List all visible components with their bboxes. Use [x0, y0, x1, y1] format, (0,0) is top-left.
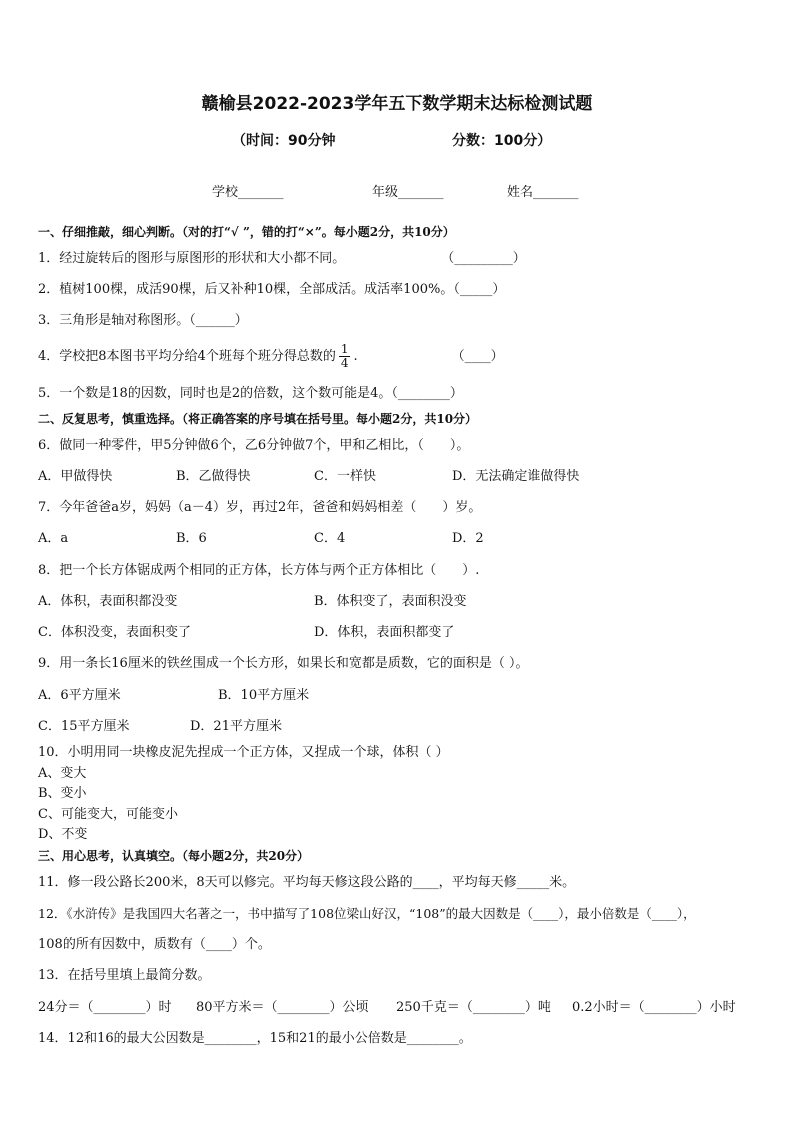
question-8: 8．把一个长方体锯成两个相同的正方体，长方体与两个正方体相比（ ）.: [38, 563, 480, 578]
q8-option-a[interactable]: A．体积，表面积都没变: [38, 594, 178, 609]
question-4-answer-blank[interactable]: （____）: [451, 349, 504, 364]
question-7: 7．今年爸爸a岁，妈妈（a－4）岁，再过2年，爸爸和妈妈相差（ ）岁。: [38, 500, 482, 515]
q9-option-c[interactable]: C．15平方厘米: [38, 719, 130, 734]
q13-item-1[interactable]: 24分＝（________）时: [38, 1000, 172, 1015]
q8-option-c[interactable]: C．体积没变，表面积变了: [38, 625, 191, 640]
q9-option-d[interactable]: D．21平方厘米: [190, 719, 282, 734]
question-12-line1: 12．《水浒传》是我国四大名著之一，书中描写了108位梁山好汉，“108”的最大因数是（____），最小倍数是（____），: [38, 906, 696, 921]
q6-option-c[interactable]: C．一样快: [314, 469, 376, 484]
q13-item-2[interactable]: 80平方米＝（________）公顷: [196, 1000, 369, 1015]
section2-heading: 二、反复思考，慎重选择。（将正确答案的序号填在括号里。每小题2分，共10分）: [38, 412, 478, 426]
q13-item-4[interactable]: 0.2小时＝（________）小时: [572, 1000, 736, 1015]
question-4-period: .: [353, 349, 358, 364]
question-1-text: 1．经过旋转后的图形与原图形的形状和大小都不同。: [38, 251, 346, 266]
question-14: 14．12和16的最大公因数是________，15和21的最小公倍数是________。: [38, 1031, 472, 1046]
q7-option-b[interactable]: B．6: [176, 531, 207, 546]
q9-option-a[interactable]: A．6平方厘米: [38, 688, 121, 703]
question-1-answer-blank[interactable]: （_________）: [441, 251, 526, 266]
question-3: 3．三角形是轴对称图形。（______）: [38, 313, 248, 328]
q10-option-d[interactable]: D、不变: [38, 827, 88, 842]
q8-option-b[interactable]: B．体积变了，表面积没变: [314, 594, 467, 609]
q6-option-b[interactable]: B．乙做得快: [176, 469, 251, 484]
exam-score: 分数：100分）: [452, 133, 552, 149]
question-1: [38, 251, 526, 267]
name-field[interactable]: 姓名_______: [507, 185, 579, 200]
q9-option-b[interactable]: B．10平方厘米: [218, 688, 310, 703]
page-title: 赣榆县2022-2023学年五下数学期末达标检测试题: [201, 94, 593, 114]
question-6: 6．做同一种零件，甲5分钟做6个，乙6分钟做7个，甲和乙相比，（ ）。: [38, 438, 470, 453]
fraction-one-quarter: [339, 343, 351, 370]
q10-option-b[interactable]: B、变小: [38, 786, 87, 801]
q10-option-a[interactable]: A、变大: [38, 766, 87, 781]
question-12-line2: 108的所有因数中，质数有（____）个。: [38, 937, 271, 952]
school-field[interactable]: 学校_______: [212, 185, 284, 200]
fraction-denominator: 4: [340, 356, 349, 370]
question-2: 2．植树100棵，成活90棵，后又补种10棵，全部成活。成活率100%。（_____）: [38, 282, 506, 297]
section1-heading: 一、仔细推敲，细心判断。（对的打“√ ”，错的打“×”。每小题2分，共10分）: [38, 225, 455, 239]
question-4-text: 4．学校把8本图书平均分给4个班每个班分得总数的: [38, 349, 336, 364]
q8-option-d[interactable]: D．体积，表面积都变了: [314, 625, 455, 640]
q7-option-a[interactable]: A．a: [38, 531, 69, 546]
section3-heading: 三、用心思考，认真填空。（每小题2分，共20分）: [38, 849, 310, 863]
fraction-numerator: 1: [340, 342, 349, 356]
question-9: 9．用一条长16厘米的铁丝围成一个长方形，如果长和宽都是质数，它的面积是（ ）。: [38, 656, 529, 671]
question-4: [38, 342, 504, 372]
q6-option-d[interactable]: D．无法确定谁做得快: [452, 469, 580, 484]
q7-option-c[interactable]: C．4: [314, 531, 346, 546]
question-11: 11．修一段公路长200米，8天可以修完。平均每天修这段公路的____，平均每天修_____米。: [38, 875, 576, 890]
q6-option-a[interactable]: A．甲做得快: [38, 469, 113, 484]
question-10: 10．小明用同一块橡皮泥先捏成一个正方体，又捏成一个球，体积（ ）: [38, 745, 449, 760]
question-5: 5．一个数是18的因数，同时也是2的倍数，这个数可能是4。（________）: [38, 386, 463, 401]
q7-option-d[interactable]: D．2: [452, 531, 484, 546]
exam-time: （时间：90分钟: [232, 133, 336, 149]
grade-field[interactable]: 年级_______: [372, 185, 444, 200]
question-13: 13．在括号里填上最简分数。: [38, 968, 211, 983]
q13-item-3[interactable]: 250千克＝（________）吨: [396, 1000, 551, 1015]
q10-option-c[interactable]: C、可能变大，可能变小: [38, 807, 178, 822]
